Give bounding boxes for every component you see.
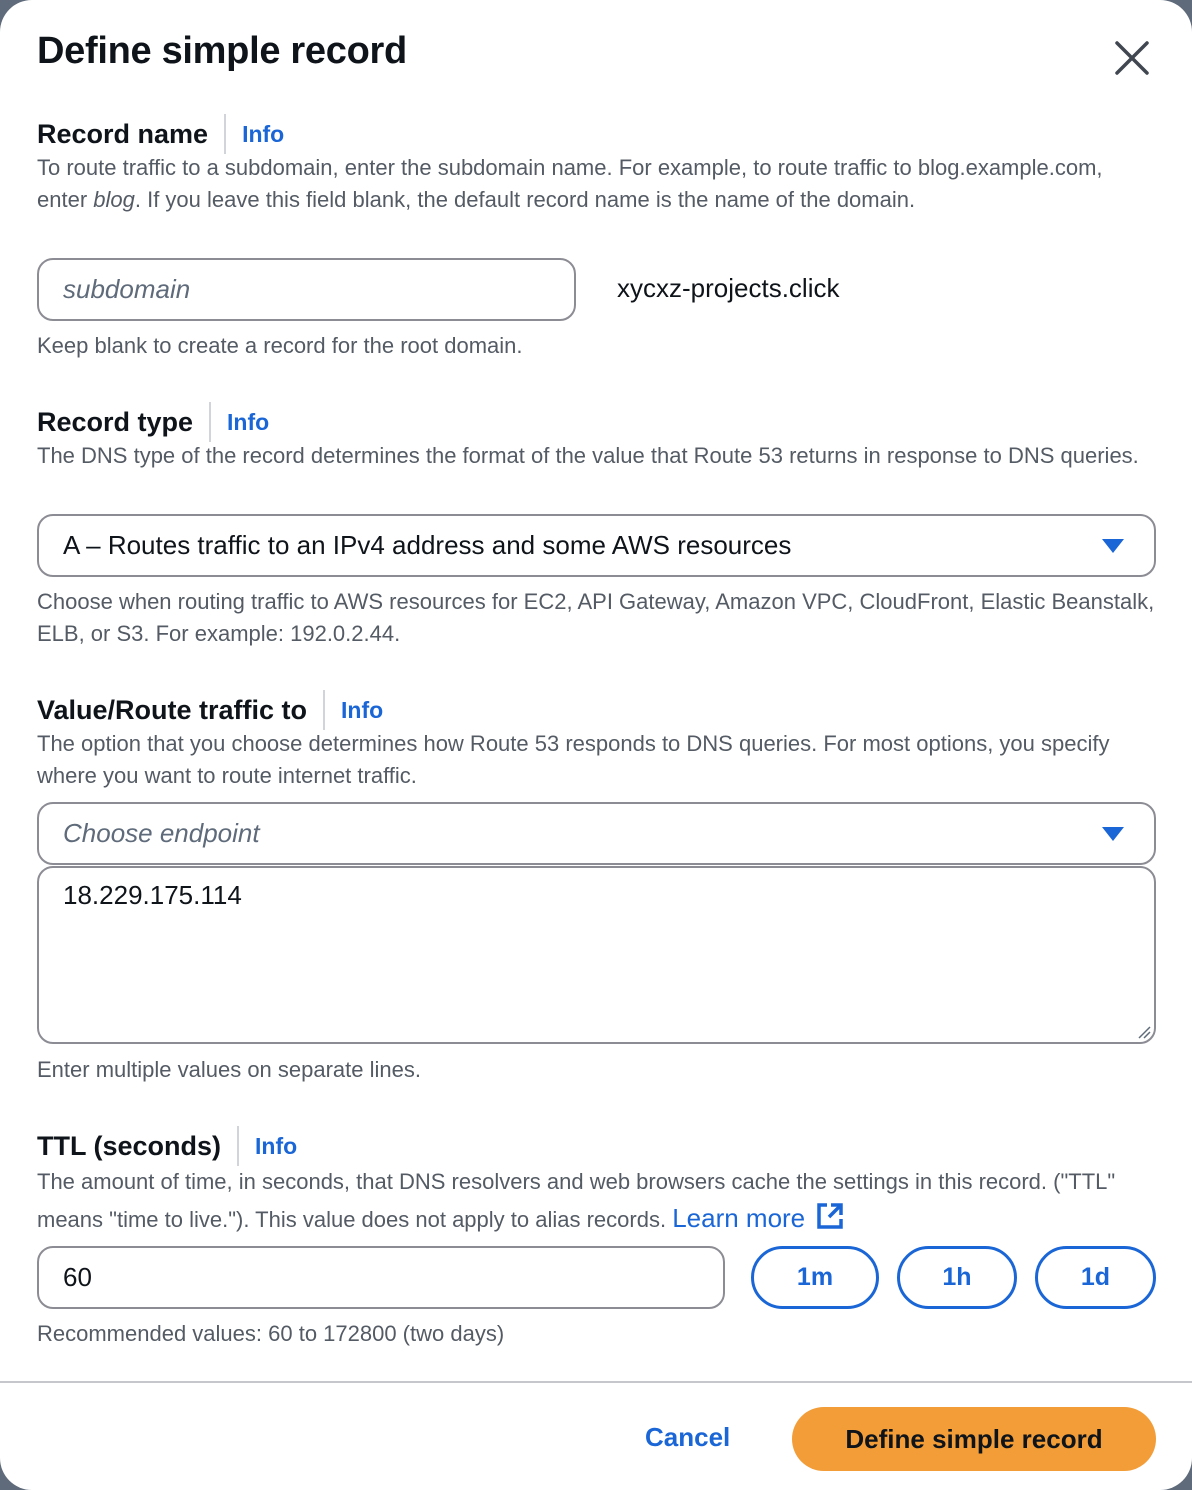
record-values-text: 18.229.175.114: [63, 880, 242, 910]
value-route-field: [37, 690, 1155, 792]
record-type-select[interactable]: [37, 514, 1156, 577]
label-divider: [323, 690, 325, 730]
ttl-value: 60: [63, 1262, 92, 1292]
desc-text: The amount of time, in seconds, that DNS resolvers and web browsers cache the settings in this record. ("TTL" means "time to live."). This value does not apply to alias records.: [37, 1169, 1116, 1232]
caret-down-icon: [1102, 539, 1124, 553]
record-type-label: Record type: [37, 406, 194, 437]
record-type-hint: Choose when routing traffic to AWS resources for EC2, API Gateway, Amazon VPC, CloudFront, Elastic Beanstalk, ELB, or S3. For example: 192.0.2.44.: [37, 589, 1155, 646]
close-icon: [1110, 36, 1154, 80]
value-route-info-link[interactable]: Info: [341, 696, 384, 723]
ttl-preset-1m-button[interactable]: 1m: [751, 1246, 879, 1309]
external-link-icon: [816, 1202, 844, 1230]
value-route-description: The option that you choose determines how Route 53 responds to DNS queries. For most options, you specify where you want to route internet traffic.: [37, 731, 1110, 788]
ttl-hint: Recommended values: 60 to 172800 (two days): [37, 1321, 505, 1346]
record-name-field: [37, 114, 1155, 216]
subdomain-placeholder: subdomain: [63, 274, 191, 304]
value-route-hint: Enter multiple values on separate lines.: [37, 1057, 421, 1082]
ttl-preset-1d-button[interactable]: 1d: [1035, 1246, 1156, 1309]
learn-more-label: Learn more: [672, 1203, 806, 1233]
caret-down-icon: [1102, 827, 1124, 841]
record-type-description: The DNS type of the record determines the format of the value that Route 53 returns in response to DNS queries.: [37, 443, 1139, 468]
desc-text: To route traffic to a subdomain, enter the subdomain name. For example, to route traffic to blog.example.com, enter: [37, 155, 1103, 212]
ttl-info-link[interactable]: Info: [255, 1132, 298, 1159]
record-type-selected: A – Routes traffic to an IPv4 address and some AWS resources: [63, 530, 792, 560]
domain-suffix: xycxz-projects.click: [617, 273, 840, 303]
record-type-field: [37, 402, 1155, 472]
modal-title: Define simple record: [37, 30, 407, 72]
resize-grip-icon[interactable]: [1136, 1024, 1152, 1040]
label-divider: [209, 402, 211, 442]
value-route-label: Value/Route traffic to: [37, 694, 308, 725]
record-type-info-link[interactable]: Info: [227, 408, 270, 435]
desc-italic-example: blog: [93, 187, 135, 212]
choose-endpoint-select[interactable]: [37, 802, 1156, 865]
ttl-preset-1h-button[interactable]: 1h: [897, 1246, 1017, 1309]
ttl-input[interactable]: [37, 1246, 725, 1309]
label-divider: [224, 114, 226, 154]
ttl-label: TTL (seconds): [37, 1130, 222, 1161]
learn-more-link[interactable]: [672, 1203, 844, 1233]
label-divider: [237, 1126, 239, 1166]
endpoint-placeholder: Choose endpoint: [63, 818, 260, 848]
record-name-info-link[interactable]: Info: [242, 120, 285, 147]
footer-divider: [0, 1381, 1192, 1383]
define-simple-record-button[interactable]: Define simple record: [792, 1407, 1156, 1471]
record-values-textarea[interactable]: [37, 866, 1156, 1044]
ttl-field: [37, 1126, 1155, 1238]
record-name-label: Record name: [37, 118, 209, 149]
subdomain-input[interactable]: [37, 258, 576, 321]
record-name-description: [37, 152, 1155, 216]
ttl-description: [37, 1164, 1155, 1238]
cancel-button[interactable]: Cancel: [645, 1422, 731, 1452]
desc-text: . If you leave this field blank, the default record name is the name of the domain.: [134, 187, 916, 212]
close-button[interactable]: [1110, 36, 1154, 80]
record-name-hint: Keep blank to create a record for the root domain.: [37, 333, 523, 358]
